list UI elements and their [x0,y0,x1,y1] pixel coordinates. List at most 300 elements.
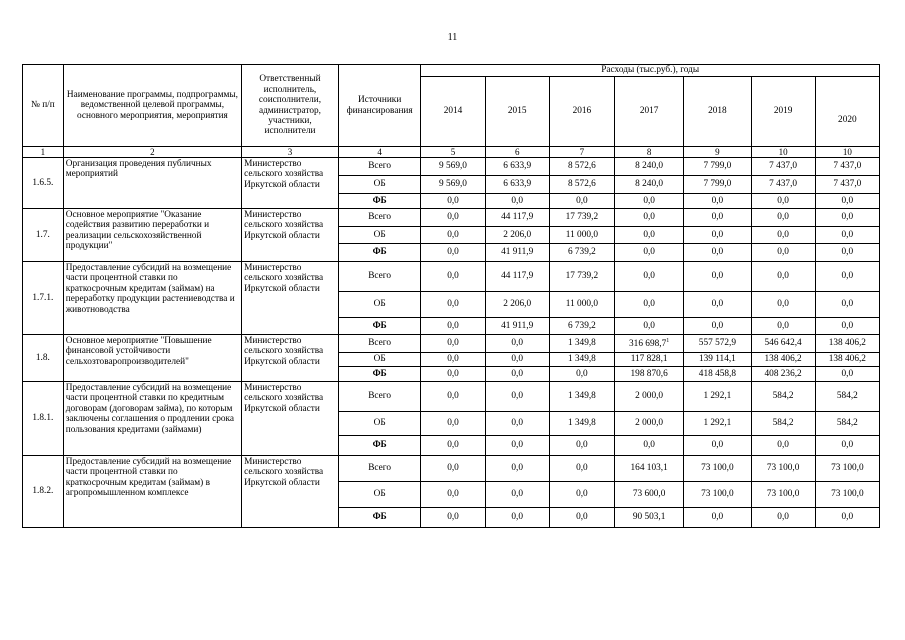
value-cell [684,262,751,292]
value-text: 138 406,2 [828,354,866,365]
value-text: 0,0 [447,195,459,206]
row-name: Основное мероприятие "Оказание содействия развитию переработки и реализации сельскохозяйственной продукции" [63,209,241,262]
value-text: 6 739,2 [567,320,596,331]
value-text: 1 292,1 [703,391,732,402]
row-executor: Министерство сельского хозяйства Иркутской области [242,456,339,528]
value-text: 1 292,1 [703,418,732,429]
value-cell [485,209,549,227]
value-cell [421,227,485,244]
page-number: 11 [447,32,458,43]
value-cell [549,367,614,382]
value-cell [549,335,614,353]
value-text: 0,0 [576,368,588,379]
value-cell [614,353,683,367]
value-cell [684,335,751,353]
header-year: 2019 [751,77,815,147]
funding-source: Всего [338,262,421,292]
value-text: 73 100,0 [766,489,800,500]
value-cell [549,262,614,292]
value-text: 9 569,0 [439,161,467,172]
value-text: 0,0 [643,299,655,310]
value-cell [614,292,683,318]
value-text: 7 437,0 [833,179,862,190]
value-text: 0,0 [711,229,724,240]
value-text: 0,0 [447,440,459,451]
value-text: 0,0 [576,463,588,474]
value-cell [485,335,549,353]
value-text: 117 828,1 [630,354,668,365]
value-text: 1 349,8 [567,354,596,365]
value-text: 0,0 [841,512,854,523]
value-cell [549,209,614,227]
value-cell [614,227,683,244]
value-text: 2 206,0 [503,229,532,240]
value-cell [549,318,614,335]
expenses-table [22,64,880,528]
value-text: 0,0 [447,418,459,429]
value-cell [485,367,549,382]
value-cell [614,508,683,528]
row-name: Предоставление субсидий на возмещение части процентной ставки по краткосрочным кредитам (займам) в агропромышленном комплексе [63,456,241,528]
value-text: 2 206,0 [503,299,532,310]
row-executor: Министерство сельского хозяйства Иркутской области [242,262,339,335]
value-text: 6 633,9 [503,179,532,190]
value-cell [421,482,485,508]
value-text: 11 000,0 [565,299,598,310]
footnote-mark: 1 [666,337,670,344]
row-code: 1.7.1. [23,262,64,335]
value-text: 0,0 [711,440,724,451]
value-cell [815,194,879,209]
value-text: 0,0 [447,338,459,349]
value-text: 0,0 [777,195,789,206]
funding-source: ОБ [338,412,421,436]
value-cell [614,262,683,292]
value-cell [614,209,683,227]
value-cell [684,227,751,244]
value-cell [751,176,815,194]
value-cell [549,176,614,194]
value-cell [751,412,815,436]
funding-source: Всего [338,382,421,412]
value-cell [815,382,879,412]
value-text: 0,0 [643,195,655,206]
value-text: 0,0 [447,320,459,331]
value-cell [549,292,614,318]
value-text: 0,0 [777,271,789,282]
header-no: № п/п [23,65,64,147]
value-cell [815,158,879,176]
value-text: 0,0 [511,368,523,379]
value-cell [751,227,815,244]
value-cell [485,456,549,482]
value-text: 557 572,9 [698,338,736,349]
value-cell [815,244,879,262]
value-cell [421,436,485,456]
value-text: 0,0 [576,512,588,523]
value-text: 0,0 [777,229,789,240]
value-cell [549,194,614,209]
value-text: 7 437,0 [833,161,862,172]
value-text: 7 799,0 [703,161,732,172]
value-cell [421,456,485,482]
value-text: 0,0 [841,247,854,258]
value-text: 8 240,0 [635,161,664,172]
column-number: 9 [684,147,751,158]
value-text: 316 698,7 [629,338,667,349]
value-text: 0,0 [711,299,724,310]
value-cell [751,382,815,412]
value-cell [549,436,614,456]
value-cell [815,335,879,353]
value-text: 73 100,0 [701,489,734,500]
table-row [23,262,880,292]
value-cell [815,292,879,318]
value-text: 41 911,9 [501,247,534,258]
value-cell [421,353,485,367]
value-cell [684,176,751,194]
value-text: 1 349,8 [567,391,596,402]
column-number: 3 [242,147,339,158]
value-text: 2 000,0 [635,391,664,402]
funding-source: ОБ [338,176,421,194]
value-text: 7 437,0 [769,179,798,190]
header-year: 2018 [684,77,751,147]
value-cell [751,436,815,456]
value-text: 0,0 [841,368,854,379]
column-number: 4 [338,147,421,158]
value-cell [485,382,549,412]
header-name: Наименование программы, подпрограммы, ведомственной целевой программы, основного мероприятия, мероприятия [63,65,241,147]
value-cell [614,367,683,382]
value-text: 1 349,8 [567,338,596,349]
row-code: 1.8. [23,335,64,382]
value-cell [485,412,549,436]
value-cell [614,335,683,353]
value-text: 0,0 [447,247,459,258]
value-cell [421,176,485,194]
value-cell [815,318,879,335]
value-text: 0,0 [447,212,459,223]
funding-source: ФБ [338,367,421,382]
funding-source: ОБ [338,482,421,508]
value-text: 90 503,1 [632,512,666,523]
value-text: 0,0 [447,229,459,240]
value-cell [614,436,683,456]
value-text: 584,2 [772,418,794,429]
value-cell [684,482,751,508]
value-text: 0,0 [447,299,459,310]
value-cell [614,194,683,209]
value-text: 418 458,8 [698,368,736,379]
value-cell [614,412,683,436]
value-text: 0,0 [777,212,789,223]
value-cell [614,456,683,482]
value-cell [751,367,815,382]
row-executor: Министерство сельского хозяйства Иркутской области [242,158,339,209]
value-cell [684,244,751,262]
value-text: 0,0 [511,440,523,451]
value-text: 0,0 [511,354,523,365]
value-cell [614,158,683,176]
funding-source: Всего [338,209,421,227]
value-text: 0,0 [777,512,789,523]
row-executor: Министерство сельского хозяйства Иркутской области [242,382,339,456]
value-text: 0,0 [576,489,588,500]
value-text: 0,0 [511,195,523,206]
value-text: 546 642,4 [764,338,802,349]
value-text: 7 437,0 [769,161,798,172]
value-cell [751,335,815,353]
value-text: 0,0 [511,338,523,349]
value-text: 0,0 [777,440,789,451]
value-text: 6 739,2 [567,247,596,258]
value-cell [751,292,815,318]
value-cell [751,262,815,292]
value-text: 73 600,0 [632,489,666,500]
row-name: Предоставление субсидий на возмещение части процентной ставки по краткосрочным кредитам (займам) на переработку продукции растениеводства и животноводства [63,262,241,335]
value-cell [421,508,485,528]
value-cell [549,158,614,176]
value-cell [421,262,485,292]
value-text: 0,0 [841,299,854,310]
value-cell [485,158,549,176]
value-cell [815,412,879,436]
value-cell [815,482,879,508]
value-cell [549,382,614,412]
column-number: 5 [421,147,485,158]
value-text: 0,0 [841,212,854,223]
value-cell [815,456,879,482]
value-text: 0,0 [711,195,724,206]
row-code: 1.8.2. [23,456,64,528]
value-cell [815,353,879,367]
value-text: 198 870,6 [630,368,668,379]
value-text: 139 114,1 [698,354,736,365]
value-cell [751,482,815,508]
value-text: 0,0 [447,368,459,379]
value-cell [549,353,614,367]
value-text: 0,0 [511,463,523,474]
value-text: 0,0 [841,320,854,331]
value-cell [815,508,879,528]
value-text: 0,0 [447,463,459,474]
column-number: 10 [815,147,879,158]
row-name: Предоставление субсидий на возмещение части процентной ставки по кредитным договорам (договорам займа), по которым заключены соглашения о продлении срока пользования кредитами (займами) [63,382,241,456]
row-name: Основное мероприятие "Повышение финансовой устойчивости сельхозтоваропроизводителей" [63,335,241,382]
value-text: 408 236,2 [764,368,802,379]
table-row [23,382,880,412]
header-year: 2014 [421,77,485,147]
value-cell [549,412,614,436]
value-text: 0,0 [447,489,459,500]
value-cell [421,292,485,318]
value-text: 0,0 [511,489,523,500]
value-text: 0,0 [643,271,655,282]
value-text: 584,2 [836,418,858,429]
value-cell [549,456,614,482]
value-cell [751,508,815,528]
value-cell [751,158,815,176]
value-text: 0,0 [576,440,588,451]
value-cell [614,482,683,508]
column-number: 10 [751,147,815,158]
value-text: 0,0 [511,418,523,429]
value-cell [485,318,549,335]
value-cell [684,194,751,209]
value-cell [751,209,815,227]
funding-source: Всего [338,335,421,353]
value-cell [485,262,549,292]
value-cell [614,318,683,335]
value-text: 11 000,0 [565,229,598,240]
funding-source: ОБ [338,227,421,244]
value-text: 44 117,9 [501,271,534,282]
row-code: 1.6.5. [23,158,64,209]
value-text: 0,0 [777,247,789,258]
value-cell [614,382,683,412]
value-text: 0,0 [643,440,655,451]
value-text: 0,0 [711,247,724,258]
value-text: 6 633,9 [503,161,532,172]
funding-source: ФБ [338,194,421,209]
table-row [23,158,880,176]
funding-source: ОБ [338,353,421,367]
row-executor: Министерство сельского хозяйства Иркутской области [242,209,339,262]
value-cell [684,508,751,528]
value-text: 584,2 [836,391,858,402]
value-text: 0,0 [511,512,523,523]
row-code: 1.8.1. [23,382,64,456]
funding-source: Всего [338,158,421,176]
column-number: 1 [23,147,64,158]
row-executor: Министерство сельского хозяйства Иркутской области [242,335,339,382]
value-text: 0,0 [643,320,655,331]
value-text: 8 572,6 [567,161,596,172]
value-text: 8 240,0 [635,179,664,190]
value-cell [485,436,549,456]
value-cell [421,367,485,382]
value-cell [485,353,549,367]
value-text: 0,0 [841,229,854,240]
column-number: 2 [63,147,241,158]
value-text: 44 117,9 [501,212,534,223]
value-text: 0,0 [841,440,854,451]
value-cell [684,367,751,382]
value-text: 8 572,6 [567,179,596,190]
value-text: 17 739,2 [565,271,599,282]
value-cell [485,244,549,262]
funding-source: ФБ [338,436,421,456]
funding-source: ОБ [338,292,421,318]
value-text: 0,0 [447,354,459,365]
value-cell [549,508,614,528]
header-year: 2016 [549,77,614,147]
value-text: 41 911,9 [501,320,534,331]
value-text: 73 100,0 [831,463,864,474]
column-number: 7 [549,147,614,158]
table-body [23,158,880,528]
value-text: 17 739,2 [565,212,599,223]
value-cell [485,482,549,508]
funding-source: ФБ [338,508,421,528]
value-text: 584,2 [772,391,794,402]
value-cell [549,482,614,508]
header-year: 2015 [485,77,549,147]
value-cell [485,292,549,318]
value-cell [684,158,751,176]
value-text: 73 100,0 [831,489,864,500]
value-cell [751,456,815,482]
row-code: 1.7. [23,209,64,262]
value-cell [614,176,683,194]
value-cell [751,353,815,367]
value-cell [421,382,485,412]
header-expenses: Расходы (тыс.руб.), годы [421,65,880,77]
value-cell [549,244,614,262]
value-text: 0,0 [576,195,588,206]
value-cell [421,209,485,227]
value-cell [684,436,751,456]
value-text: 0,0 [841,195,854,206]
value-text: 1 349,8 [567,418,596,429]
value-cell [485,194,549,209]
value-text: 73 100,0 [701,463,734,474]
header-year: 2017 [614,77,683,147]
value-cell [421,194,485,209]
value-text: 0,0 [777,299,789,310]
value-cell [684,456,751,482]
value-text: 0,0 [643,212,655,223]
value-cell [421,158,485,176]
value-text: 0,0 [711,512,724,523]
value-cell [815,436,879,456]
value-cell [684,318,751,335]
value-text: 0,0 [447,271,459,282]
value-text: 2 000,0 [635,418,664,429]
funding-source: ФБ [338,244,421,262]
value-text: 0,0 [711,320,724,331]
value-cell [549,227,614,244]
value-text: 0,0 [643,229,655,240]
value-text: 164 103,1 [630,463,668,474]
column-number: 6 [485,147,549,158]
value-cell [421,244,485,262]
value-text: 138 406,2 [764,354,802,365]
value-text: 0,0 [447,391,459,402]
header-source: Источники финансирования [338,65,421,147]
value-cell [815,367,879,382]
value-text: 9 569,0 [439,179,467,190]
value-text: 0,0 [777,320,789,331]
funding-source: ФБ [338,318,421,335]
value-cell [751,244,815,262]
value-text: 0,0 [841,271,854,282]
value-text: 0,0 [711,271,724,282]
value-cell [684,412,751,436]
header-executor: Ответственный исполнитель, соисполнители, администратор, участники, исполнители [242,65,339,147]
value-cell [421,318,485,335]
value-cell [751,318,815,335]
value-text: 138 406,2 [828,338,866,349]
value-cell [815,209,879,227]
value-cell [485,508,549,528]
value-cell [684,292,751,318]
value-text: 73 100,0 [766,463,800,474]
row-name: Организация проведения публичных мероприятий [63,158,241,209]
funding-source: Всего [338,456,421,482]
value-cell [614,244,683,262]
